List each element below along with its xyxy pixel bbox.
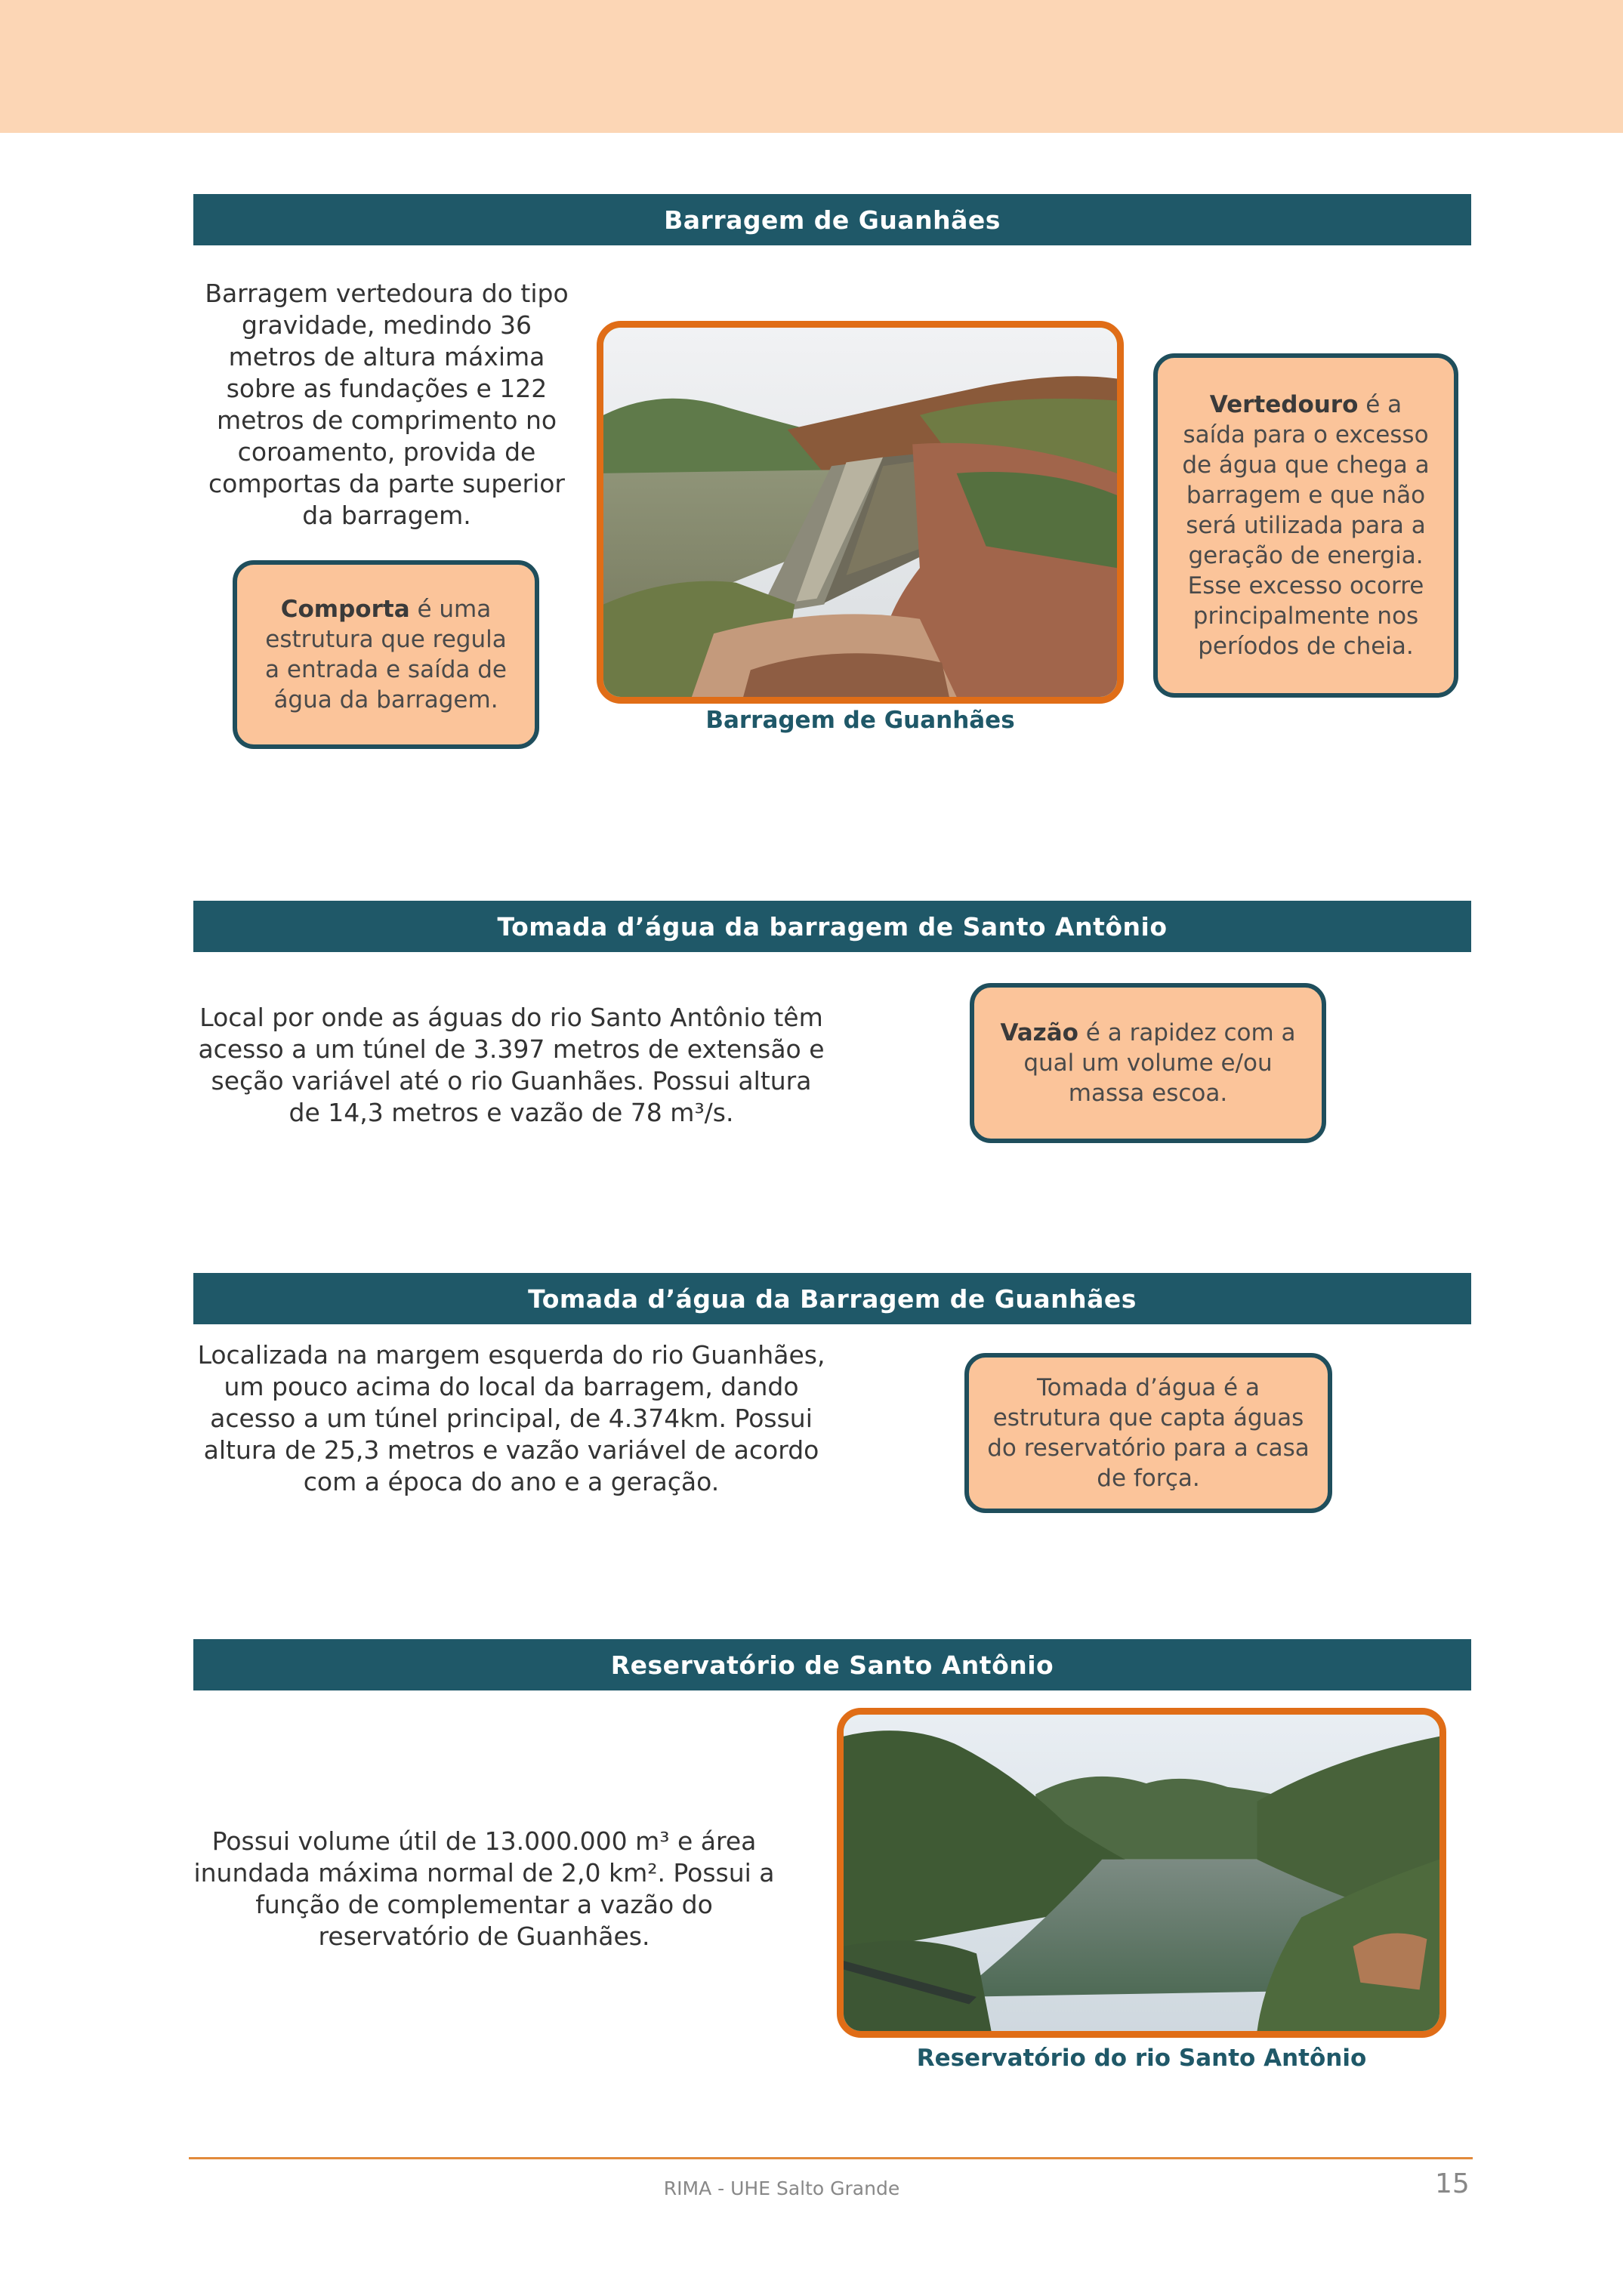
comporta-definition-box: [233, 560, 539, 749]
footer-divider: [189, 2157, 1473, 2159]
comporta-text: é uma estrutura que regula a entrada e saída de água da barragem.: [265, 596, 507, 713]
reservatorio-santo-antonio-photo: [837, 1708, 1446, 2038]
vazao-definition-box: [970, 983, 1326, 1143]
comporta-term: Comporta: [280, 596, 410, 623]
section-header-tomada-guanhaes: Tomada d’água da Barragem de Guanhães: [193, 1273, 1471, 1324]
section-header-tomada-santo-antonio: Tomada d’água da barragem de Santo Antônio: [193, 901, 1471, 952]
reservatorio-photo-caption: Reservatório do rio Santo Antônio: [916, 2045, 1367, 2072]
vazao-text: é a rapidez com a qual um volume e/ou massa escoa.: [1023, 1019, 1296, 1107]
barragem-photo-caption: Barragem de Guanhães: [705, 707, 1015, 734]
vertedouro-text: é a saída para o excesso de água que chega a barragem e que não será utilizada para a geração de energia. Esse excesso ocorre principalmente nos períodos de cheia.: [1182, 391, 1430, 660]
vertedouro-definition-box: [1153, 353, 1458, 698]
footer-title: RIMA - UHE Salto Grande: [663, 2177, 900, 2199]
tomada-dagua-definition-text: Tomada d’água é a estrutura que capta águas do reservatório para a casa de força.: [987, 1374, 1310, 1492]
vazao-term: Vazão: [1000, 1019, 1078, 1046]
barragem-guanhaes-photo: [597, 321, 1124, 704]
top-color-band: [0, 0, 1623, 133]
tomada-dagua-definition-box: [964, 1353, 1332, 1513]
tomada-guanhaes-description: Localizada na margem esquerda do rio Guanhães, um pouco acima do local da barragem, dando acesso a um túnel principal, de 4.374km. Possui altura de 25,3 metros e vazão variável de acordo com a época do ano e a geração.: [197, 1340, 825, 1496]
tomada-santo-antonio-description: Local por onde as águas do rio Santo Antônio têm acesso a um túnel de 3.397 metros de extensão e seção variável até o rio Guanhães. Possui altura de 14,3 metros e vazão de 78 m³/s.: [198, 1003, 825, 1127]
section-header-barragem-guanhaes: Barragem de Guanhães: [193, 194, 1471, 245]
reservatorio-description: Possui volume útil de 13.000.000 m³ e área inundada máxima normal de 2,0 km². Possui a função de complementar a vazão do reservatório de Guanhães.: [193, 1826, 775, 1951]
vertedouro-term: Vertedouro: [1209, 391, 1359, 418]
section-header-reservatorio: Reservatório de Santo Antônio: [193, 1639, 1471, 1690]
barragem-description: Barragem vertedoura do tipo gravidade, medindo 36 metros de altura máxima sobre as fundações e 122 metros de comprimento no coroamento, provida de comportas da parte superior da barragem.: [205, 279, 569, 530]
page-number: 15: [1435, 2168, 1470, 2199]
